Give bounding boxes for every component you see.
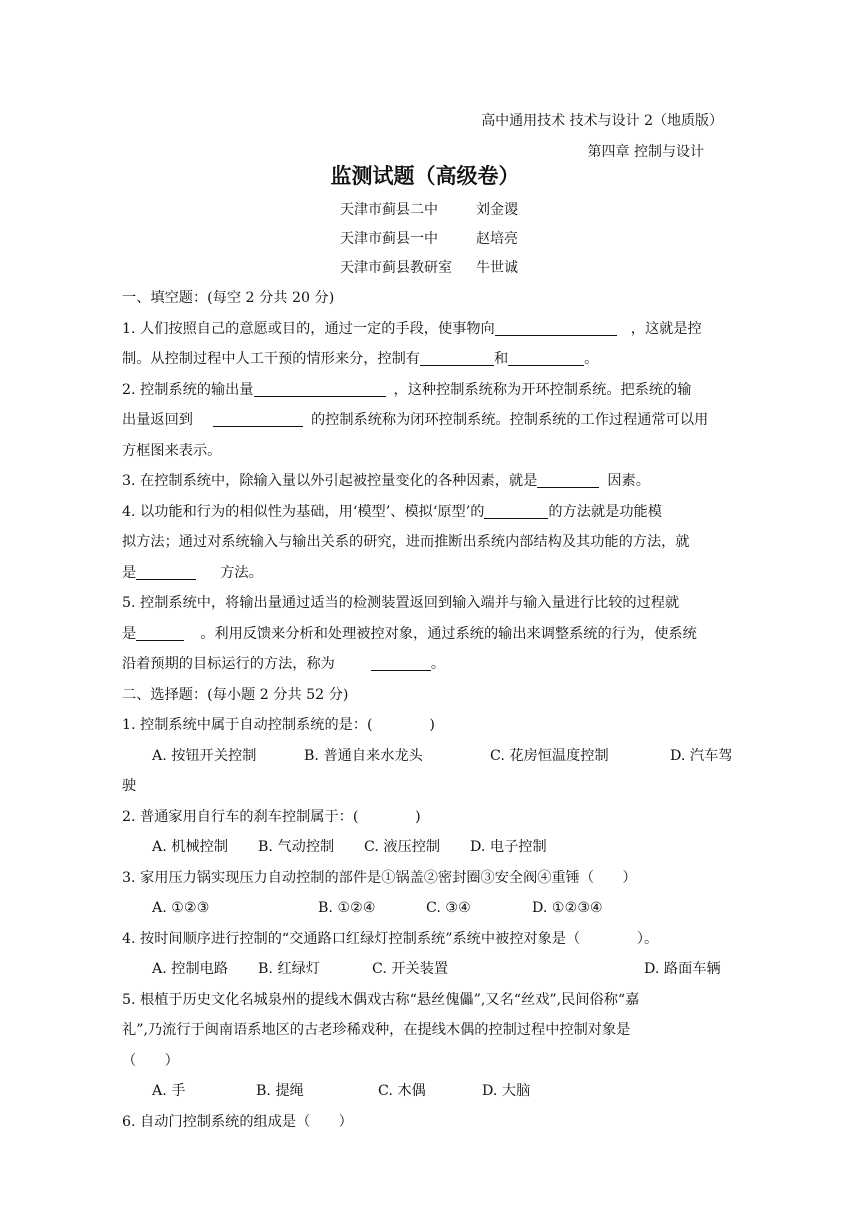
question-text: 2. 控制系统的输出量 <box>122 381 254 398</box>
question-line: 5. 控制系统中，将输出量通过适当的检测装置返回到输入端并与输入量进行比较的过程就 <box>122 595 680 611</box>
question-text: 出量返回到 <box>122 412 193 428</box>
question-stem: 礼”,乃流行于闽南语系地区的古老珍稀戏种，在提线木偶的控制过程中控制对象是 <box>122 1022 631 1038</box>
option-a[interactable]: A. 按钮开关控制 <box>152 747 257 764</box>
question-text: 沿着预期的目标运行的方法，称为 <box>122 656 335 672</box>
options-row <box>122 893 742 924</box>
option-a[interactable]: A. 机械控制 <box>152 839 229 855</box>
question-stem: 1. 控制系统中属于自动控制系统的是：( ) <box>122 717 435 733</box>
question-line <box>122 619 742 650</box>
question-text: 4. 以功能和行为的相似性为基础，用‘模型’、模拟‘原型’的 <box>122 503 485 520</box>
option-b[interactable]: B. ①②④ <box>318 900 376 916</box>
author-name: 赵培亮 <box>476 231 518 247</box>
header-chapter-line: 第四章 控制与设计 <box>587 144 704 160</box>
question-stem: （ ） <box>122 1052 179 1069</box>
exam-content <box>122 283 742 1137</box>
question-text: 。 <box>584 351 599 367</box>
question-line <box>122 558 742 589</box>
answer-blank[interactable] <box>136 624 184 641</box>
author-name: 牛世诚 <box>476 260 518 276</box>
question-text: 制。从控制过程中人工干预的情形来分，控制有 <box>122 351 420 367</box>
question-line: 方框图来表示。 <box>122 442 222 459</box>
page-title: 监测试题（高级卷） <box>330 164 520 188</box>
author-line <box>340 257 518 277</box>
section-heading-multiple-choice: 二、选择题：(每小题 2 分共 52 分) <box>122 686 349 703</box>
question-text: 的控制系统称为闭环控制系统。控制系统的工作过程通常可以用 <box>310 412 709 428</box>
option-c[interactable]: C. 液压控制 <box>364 839 441 855</box>
question-line <box>122 314 742 345</box>
option-continuation: 驶 <box>122 778 137 794</box>
option-d[interactable]: D. ①②③④ <box>532 900 603 916</box>
option-d[interactable]: D. 电子控制 <box>470 839 547 855</box>
option-a[interactable]: A. 手 <box>152 1083 186 1099</box>
author-school: 天津市蓟县一中 <box>340 231 438 247</box>
question-line <box>122 466 742 497</box>
options-row <box>122 954 742 985</box>
answer-blank[interactable] <box>254 380 386 397</box>
question-text: 方法。 <box>220 564 263 581</box>
option-c[interactable]: C. 开关装置 <box>372 961 449 977</box>
question-stem: 5. 根植于历史文化名城泉州的提线木偶戏古称“悬丝傀儡”,又名“丝戏”,民间俗称“嘉 <box>122 991 640 1008</box>
option-c[interactable]: C. ③④ <box>426 900 471 916</box>
question-text: 1. 人们按照自己的意愿或目的，通过一定的手段，使事物向 <box>122 320 495 337</box>
question-stem: 4. 按时间顺序进行控制的“交通路口红绿灯控制系统”系统中被控对象是（ ）。 <box>122 930 659 947</box>
answer-blank[interactable] <box>508 349 584 366</box>
option-b[interactable]: B. 普通自来水龙头 <box>304 747 423 764</box>
options-row <box>122 741 742 772</box>
answer-blank[interactable] <box>537 471 599 488</box>
question-line <box>122 405 742 436</box>
question-line <box>122 344 742 375</box>
option-d[interactable]: D. 大脑 <box>482 1083 531 1099</box>
option-b[interactable]: B. 提绳 <box>256 1083 304 1099</box>
option-a[interactable]: A. ①②③ <box>152 900 210 916</box>
author-school: 天津市蓟县二中 <box>340 202 438 218</box>
option-d[interactable]: D. 路面车辆 <box>644 961 721 977</box>
answer-blank[interactable] <box>420 349 494 366</box>
question-stem: 2. 普通家用自行车的刹车控制属于：( ) <box>122 808 421 825</box>
question-line <box>122 649 742 680</box>
options-row <box>122 1076 742 1107</box>
question-line <box>122 375 742 406</box>
question-stem: 3. 家用压力锅实现压力自动控制的部件是①锅盖②密封圈③安全阀④重锤（ ） <box>122 869 637 886</box>
question-text: 因素。 <box>607 473 650 489</box>
option-b[interactable]: B. 气动控制 <box>258 839 335 855</box>
options-row <box>122 832 742 863</box>
option-c[interactable]: C. 木偶 <box>378 1083 426 1099</box>
question-text: 是 <box>122 625 137 642</box>
question-stem: 6. 自动门控制系统的组成是（ ） <box>122 1113 353 1130</box>
question-text: ，这种控制系统称为开环控制系统。把系统的输 <box>393 381 692 398</box>
question-text: 是 <box>122 564 137 581</box>
answer-blank[interactable] <box>136 563 196 580</box>
author-line <box>340 228 518 248</box>
question-line <box>122 497 742 528</box>
option-d[interactable]: D. 汽车驾 <box>670 747 733 764</box>
option-a[interactable]: A. 控制电路 <box>152 961 229 977</box>
author-name: 刘金谡 <box>476 202 518 218</box>
author-school: 天津市蓟县教研室 <box>340 260 452 276</box>
question-text: 3. 在控制系统中，除输入量以外引起被控量变化的各种因素，就是 <box>122 473 538 489</box>
question-text: 的方法就是功能模 <box>548 503 662 520</box>
option-b[interactable]: B. 红绿灯 <box>258 961 321 977</box>
question-text: ，这就是控 <box>630 320 702 337</box>
answer-blank[interactable] <box>484 502 548 519</box>
question-line: 拟方法；通过对系统输入与输出关系的研究，进而推断出系统内部结构及其功能的方法，就 <box>122 534 690 550</box>
question-text: 。 <box>430 656 446 672</box>
option-c[interactable]: C. 花房恒温度控制 <box>490 747 609 764</box>
section-heading-fill-blank: 一、填空题：(每空 2 分共 20 分) <box>122 290 335 306</box>
author-line <box>340 199 518 219</box>
answer-blank[interactable] <box>213 410 303 427</box>
answer-blank[interactable] <box>495 319 617 336</box>
question-text: 。利用反馈来分析和处理被控对象，通过系统的输出来调整系统的行为，使系统 <box>200 625 697 642</box>
answer-blank[interactable] <box>371 654 431 671</box>
header-course-line: 高中通用技术 技术与设计 2（地质版） <box>481 113 723 129</box>
question-text: 和 <box>493 351 509 367</box>
